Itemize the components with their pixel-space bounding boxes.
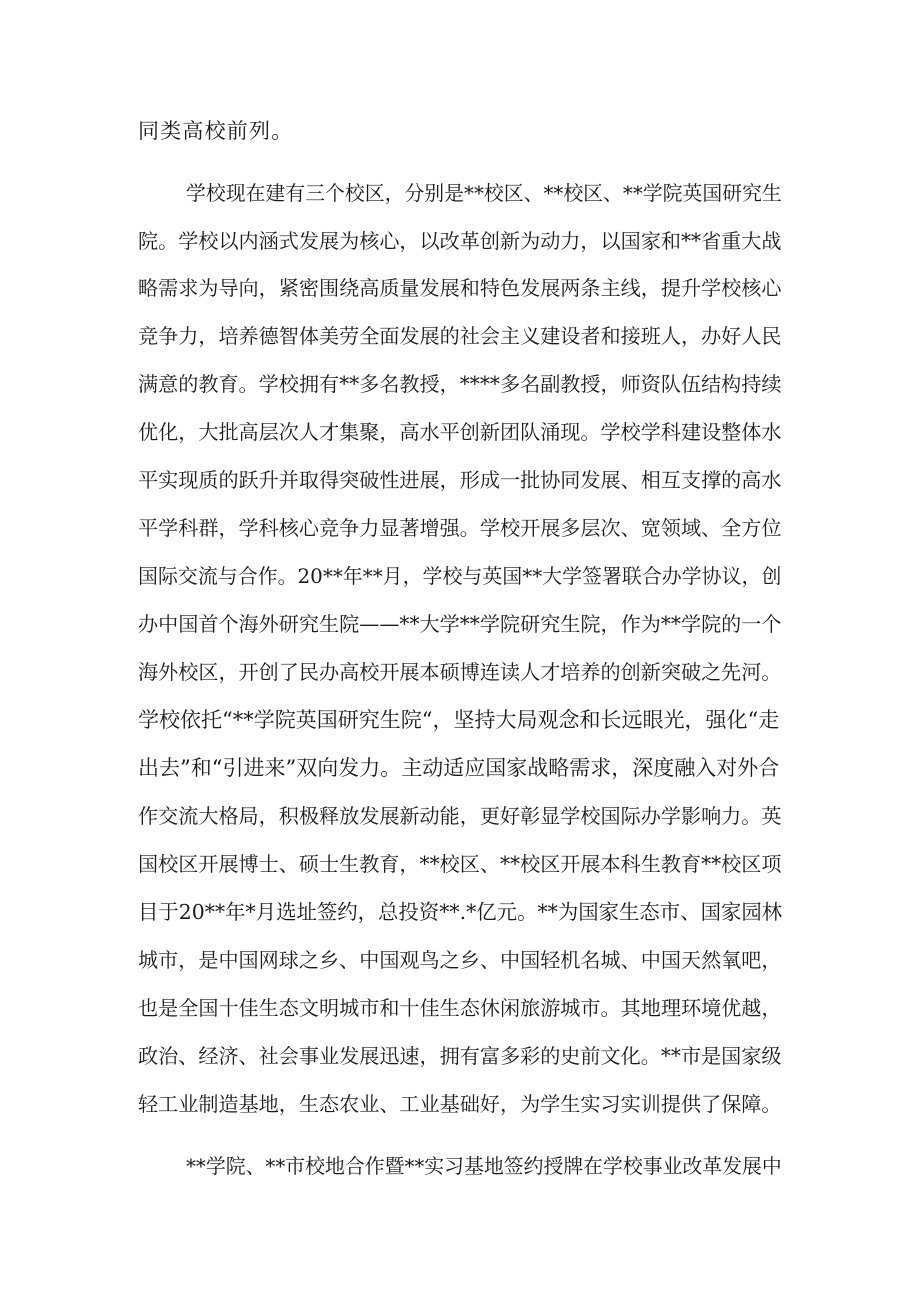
paragraph-line: 轻工业制造基地，生态农业、工业基础好，为学生实习实训提供了保障。	[138, 1092, 782, 1116]
paragraph-line: 也是全国十佳生态文明城市和十佳生态休闲旅游城市。其地理环境优越，	[138, 996, 782, 1020]
paragraph-line: 国校区开展博士、硕士生教育，**校区、**校区开展本科生教育**校区项	[138, 852, 782, 876]
paragraph-line: 政治、经济、社会事业发展迅速，拥有富多彩的史前文化。**市是国家级	[138, 1044, 782, 1068]
paragraph-line: 出去”和“引进来”双向发力。主动适应国家战略需求，深度融入对外合	[138, 756, 780, 780]
paragraph-line: **学院、**市校地合作暨**实习基地签约授牌在学校事业改革发展中	[186, 1155, 782, 1178]
paragraph-line: 略需求为导向，紧密围绕高质量发展和特色发展两条主线，提升学校核心	[138, 276, 782, 300]
paragraph-line: 平实现质的跃升并取得突破性进展，形成一批协同发展、相互支撑的高水	[138, 468, 782, 492]
paragraph-line: 满意的教育。学校拥有**多名教授，****多名副教授，师资队伍结构持续	[138, 372, 782, 396]
paragraph-line: 院。学校以内涵式发展为核心，以改革创新为动力，以国家和**省重大战	[138, 229, 782, 253]
paragraph-line: 国际交流与合作。20**年**月，学校与英国**大学签署联合办学协议，创	[138, 564, 782, 588]
paragraph-line: 学校现在建有三个校区，分别是**校区、**校区、**学院英国研究生	[186, 182, 782, 205]
paragraph-line: 办中国首个海外研究生院——**大学**学院研究生院，作为**学院的一个	[138, 612, 782, 636]
paragraph-line: 同类高校前列。	[138, 119, 294, 143]
paragraph-line: 竞争力，培养德智体美劳全面发展的社会主义建设者和接班人，办好人民	[138, 324, 782, 348]
paragraph-line: 海外校区，开创了民办高校开展本硕博连读人才培养的创新突破之先河。	[138, 660, 782, 684]
paragraph-line: 作交流大格局，积极释放发展新动能，更好彰显学校国际办学影响力。英	[138, 804, 782, 828]
paragraph-line: 城市，是中国网球之乡、中国观鸟之乡、中国轻机名城、中国天然氧吧，	[138, 948, 782, 972]
paragraph-line: 平学科群，学科核心竞争力显著增强。学校开展多层次、宽领域、全方位	[138, 516, 782, 540]
paragraph-line: 目于20**年*月选址签约，总投资**.*亿元。**为国家生态市、国家园林	[138, 900, 783, 924]
paragraph-line: 优化，大批高层次人才集聚，高水平创新团队涌现。学校学科建设整体水	[138, 420, 782, 444]
paragraph-line: 学校依托“**学院英国研究生院“，坚持大局观念和长远眼光，强化“走	[138, 708, 780, 732]
